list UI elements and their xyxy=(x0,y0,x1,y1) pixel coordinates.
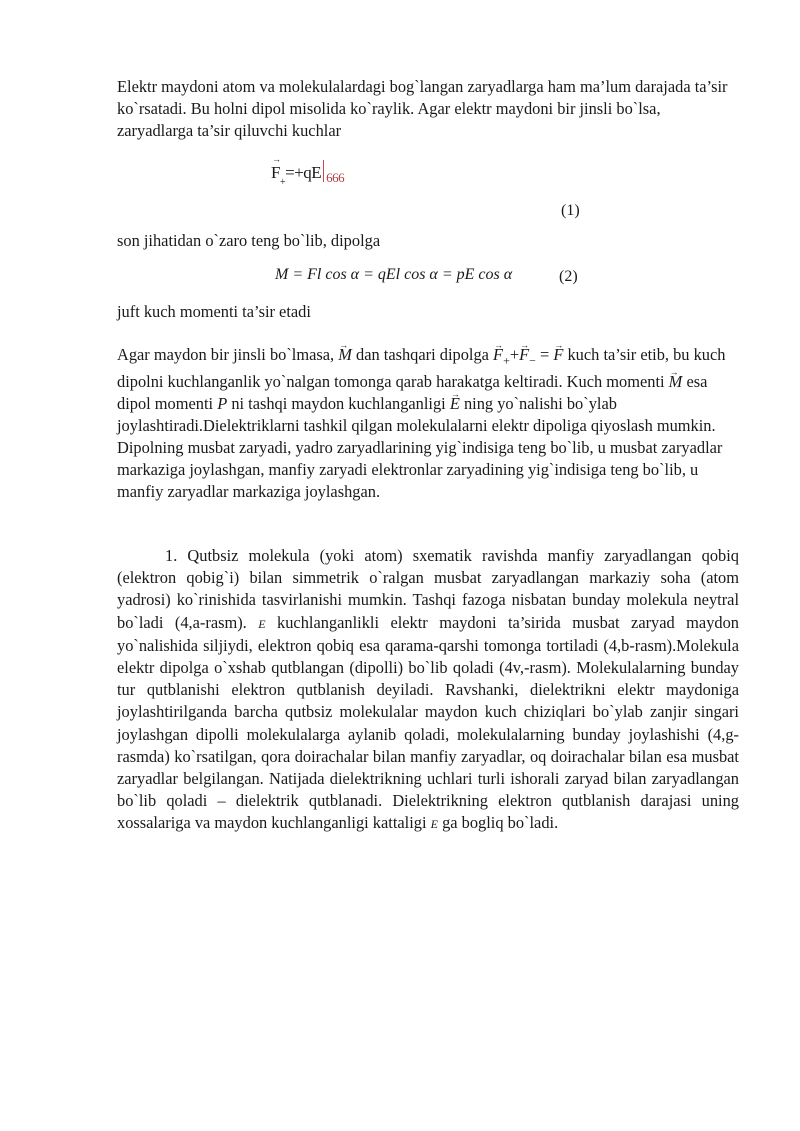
moment-text: juft kuch momenti ta’sir etadi xyxy=(117,302,311,321)
equation-1 xyxy=(271,160,344,188)
moment-vector-symbol-2: → M xyxy=(669,371,683,393)
paragraph-nonpolar xyxy=(117,545,739,836)
plus-operator: + xyxy=(509,345,520,364)
field-vector-symbol: → E xyxy=(450,393,460,415)
nonpolar-text-b: kuchlanganlikli elektr maydoni ta’sirida musbat zaryad maydon yo`nalishida siljiydi, elektron qobiq esa qarama-qarshi tomonga tortiladi (4,b-rasm).Molekula elektr dipolga o`xshab qutblangan (dipolli) bo`lib qoladi (4v,-rasm). Molekulalarning bunday tur qutblanishi elektron qutblanish deyiladi. Ravshanki, dielektrikni elektr maydoniga joylashtirilganda barcha qutbsiz molekulalar maydon kuch chiziqlari bo`ylab zanjir singari joylashgan dipolli molekulalarga aylanib qoladi, molekulalarning bunday joylashishi (4,g-rasmda) ko`rsatilgan, qora doirachalar bilan manfiy zaryadlar, oq doirachalar bilan esa musbat zaryadlar belgilangan. Natijada dielektrikning uchlari turli ishorali zaryad bilan zaryadlangan bo`lib qoladi – dielektrik qutblanadi. Dielektrikning elektron qutblanish darajasi uning xossalariga va maydon kuchlanganligi kattaligi xyxy=(117,612,739,833)
paragraph-equal xyxy=(117,230,737,252)
field-symbol-2: E xyxy=(430,817,438,832)
force-vector-symbol: → F xyxy=(271,163,280,183)
nonuniform-text-e: ni tashqi maydon kuchlanganligi xyxy=(231,394,446,414)
moment-vector-symbol: → M xyxy=(338,344,352,366)
text-cursor xyxy=(323,160,324,182)
minus-subscript: − xyxy=(529,353,536,368)
equation-1-trailing: 666 xyxy=(326,170,345,185)
paragraph-nonuniform xyxy=(117,344,737,503)
nonuniform-text-c: kuch ta’sir etib, bu kuch dipolni kuchlanganlik yo`nalgan tomonga qarab harakatga keltiradi. Kuch momenti xyxy=(117,345,726,392)
force-plus-symbol: → F xyxy=(493,344,503,366)
force-result-symbol: → F xyxy=(553,344,563,366)
equation-1-number: (1) xyxy=(561,202,580,219)
equal-text: son jihatidan o`zaro teng bo`lib, dipolga xyxy=(117,231,381,250)
equation-2: M = Fl cos α = qEl cos α = pE cos α xyxy=(275,266,513,283)
nonpolar-text-a: 1. Qutbsiz molekula (yoki atom) sxematik ravishda manfiy zaryadlangan qobiq (elektron qobig`i) bilan simmetrik o`ralgan musbat zaryadlangan markaziy soha (atom yadrosi) ko`rinishida tasvirlanishi mumkin. Tashqi fazoga nisbatan bunday molekula neytral bo`ladi (4,a-rasm). xyxy=(117,546,739,632)
nonpolar-text-c: ga bogliq bo`ladi. xyxy=(442,813,559,833)
nonuniform-text-d: esa dipol momenti xyxy=(117,372,708,414)
intro-text: Elektr maydoni atom va molekulalardagi bog`langan zaryadlarga ham ma’lum darajada ta’sir ko`rsatadi. Bu holni dipol misolida ko`raylik. Agar elektr maydoni bir jinsli bo`lsa, zaryadlarga ta’sir qiluvchi kuchlar xyxy=(117,77,728,140)
field-symbol: E xyxy=(258,616,266,631)
nonuniform-text-b: dan tashqari dipolga xyxy=(356,345,489,364)
equals-operator: = xyxy=(540,345,550,364)
paragraph-moment xyxy=(117,301,737,323)
force-subscript: + xyxy=(279,177,286,188)
dipole-moment-symbol: P xyxy=(217,394,228,414)
paragraph-intro xyxy=(117,76,737,142)
equation-1-body: =+qE xyxy=(285,163,322,182)
force-minus-symbol: → F xyxy=(519,344,529,366)
nonuniform-text-a: Agar maydon bir jinsli bo`lmasa, xyxy=(117,345,335,364)
nonuniform-text-f: ning yo`nalishi bo`ylab joylashtiradi.Dielektriklarni tashkil qilgan molekulalarni elektr dipoliga qiyoslash mumkin. Dipolning musbat zaryadi, yadro zaryadlarining yig`indisiga teng bo`lib, u musbat zaryadlar markaziga joylashgan, manfiy zaryadi elektronlar zaryadining yig`indisiga teng bo`lib, u manfiy zaryadlar markaziga joylashgan. xyxy=(117,394,723,502)
equation-2-number: (2) xyxy=(559,268,578,285)
plus-subscript: + xyxy=(503,353,510,368)
